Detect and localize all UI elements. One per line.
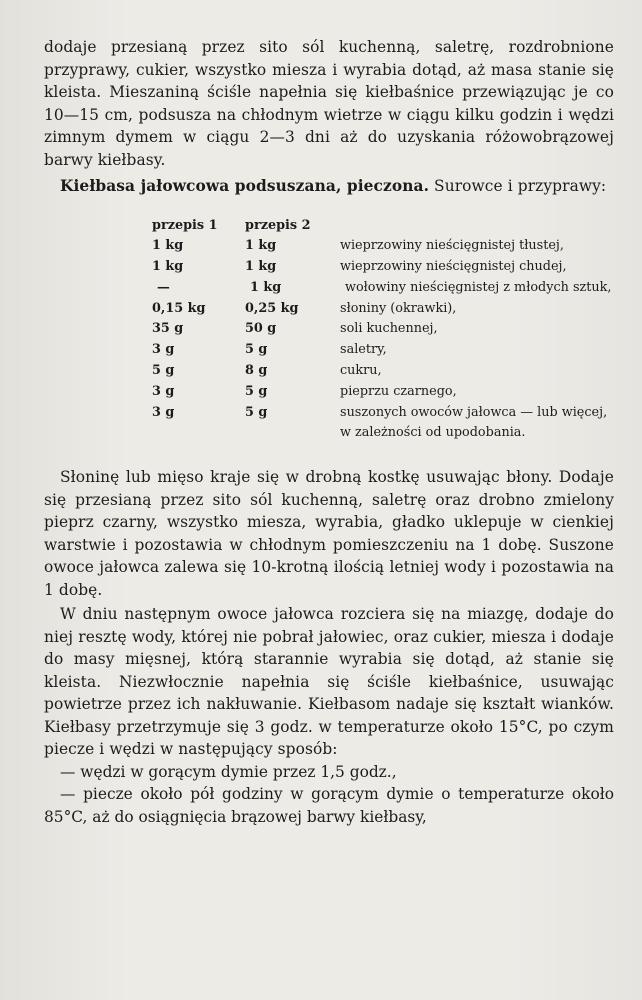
recipe-qty-1: 1 kg <box>152 259 184 275</box>
recipe-qty-1: 3 g <box>152 383 175 399</box>
recipe-item: wołowiny nieścięgnistej z młodych sztuk, <box>345 279 612 295</box>
recipe-row <box>152 361 614 382</box>
recipe-row <box>152 299 614 320</box>
recipe-item: wieprzowiny nieścięgnistej tłustej, <box>340 238 564 254</box>
recipe-qty-1: 5 g <box>152 363 175 379</box>
recipe-table <box>152 216 614 445</box>
recipe-qty-1: — <box>157 279 170 295</box>
recipe-col3-header <box>340 216 608 237</box>
recipe-item: suszonych owoców jałowca — lub więcej, w zależności od upodobania. <box>340 404 608 441</box>
recipe-item: słoniny (okrawki), <box>340 300 457 316</box>
recipe-col2-header: przepis 2 <box>245 217 311 233</box>
paragraph-3: W dniu następnym owoce jałowca rozciera się na miazgę, dodaje do niej resztę wody, której nie pobrał jałowiec, oraz cukier, miesza i dodaje do masy mięsnej, którą starannie wyrabia się dotąd, aż stanie się kleista. Niezwłocznie napełnia się ściśle kiełbaśnice, usuwając powietrze przez ich nakłuwanie. Kiełbasom nadaje się kształt wianków. Kiełbasy przetrzymuje się 3 godz. w temperaturze około 15°C, po czym piecze i wędzi w następujący sposób: <box>44 605 614 759</box>
method-list <box>44 761 614 829</box>
section-heading-paragraph <box>44 175 614 198</box>
recipe-item: saletry, <box>340 342 387 358</box>
recipe-qty-2: 0,25 kg <box>245 300 299 316</box>
paragraph-continuation: dodaje przesianą przez sito sól kuchenną, saletrę, rozdrobnione przyprawy, cukier, wszystko miesza i wyrabia dotąd, aż masa stanie się kleista. Mieszaniną ściśle napełnia się kiełbaśnice przewiązując je co 10—15 cm, podsusza na chłodnym wietrze w ciągu kilku godzin i wędzi zimnym dymem w ciągu 2—3 dni aż do uzyskania różowobrązowej barwy kiełbasy. <box>44 38 614 169</box>
recipe-qty-2: 1 kg <box>245 238 277 254</box>
recipe-qty-2: 1 kg <box>250 279 282 295</box>
recipe-qty-2: 5 g <box>245 342 268 358</box>
section-intro: Surowce i przyprawy: <box>429 177 607 195</box>
recipe-header-row <box>152 216 614 237</box>
recipe-qty-1: 35 g <box>152 321 184 337</box>
recipe-row <box>152 319 614 340</box>
paragraph-2: Słoninę lub mięso kraje się w drobną kostkę usuwając błony. Dodaje się przesianą przez sito sól kuchenną, saletrę oraz drobno zmielony pieprz czarny, wszystko miesza, wyrabia, gładko uklepuje w cienkiej warstwie i pozostawia w chłodnym pomieszczeniu na 1 dobę. Suszone owoce jałowca zalewa się 10-krotną ilością letniej wody i pozostawia na 1 dobę. <box>44 468 614 599</box>
recipe-item: pieprzu czarnego, <box>340 383 457 399</box>
recipe-qty-1: 0,15 kg <box>152 300 206 316</box>
recipe-row <box>152 340 614 361</box>
recipe-row <box>152 236 614 257</box>
recipe-row <box>152 403 614 445</box>
recipe-row <box>152 382 614 403</box>
recipe-item: soli kuchennej, <box>340 321 438 337</box>
recipe-item: cukru, <box>340 363 382 379</box>
recipe-qty-2: 50 g <box>245 321 277 337</box>
list-item: — wędzi w gorącym dymie przez 1,5 godz., <box>60 762 397 781</box>
recipe-qty-1: 3 g <box>152 404 175 420</box>
recipe-qty-1: 1 kg <box>152 238 184 254</box>
recipe-col1-header: przepis 1 <box>152 217 218 233</box>
list-item: — piecze około pół godziny w gorącym dymie o temperaturze około 85°C, aż do osiągnięcia brązowej barwy kiełbasy, <box>44 785 614 826</box>
recipe-qty-2: 5 g <box>245 383 268 399</box>
recipe-qty-2: 8 g <box>245 363 268 379</box>
recipe-qty-1: 3 g <box>152 342 175 358</box>
recipe-row <box>152 257 614 278</box>
recipe-qty-2: 5 g <box>245 404 268 420</box>
recipe-qty-2: 1 kg <box>245 259 277 275</box>
recipe-item: wieprzowiny nieścięgnistej chudej, <box>340 259 567 275</box>
recipe-row <box>152 278 614 299</box>
section-heading: Kiełbasa jałowcowa podsuszana, pieczona. <box>60 177 430 195</box>
